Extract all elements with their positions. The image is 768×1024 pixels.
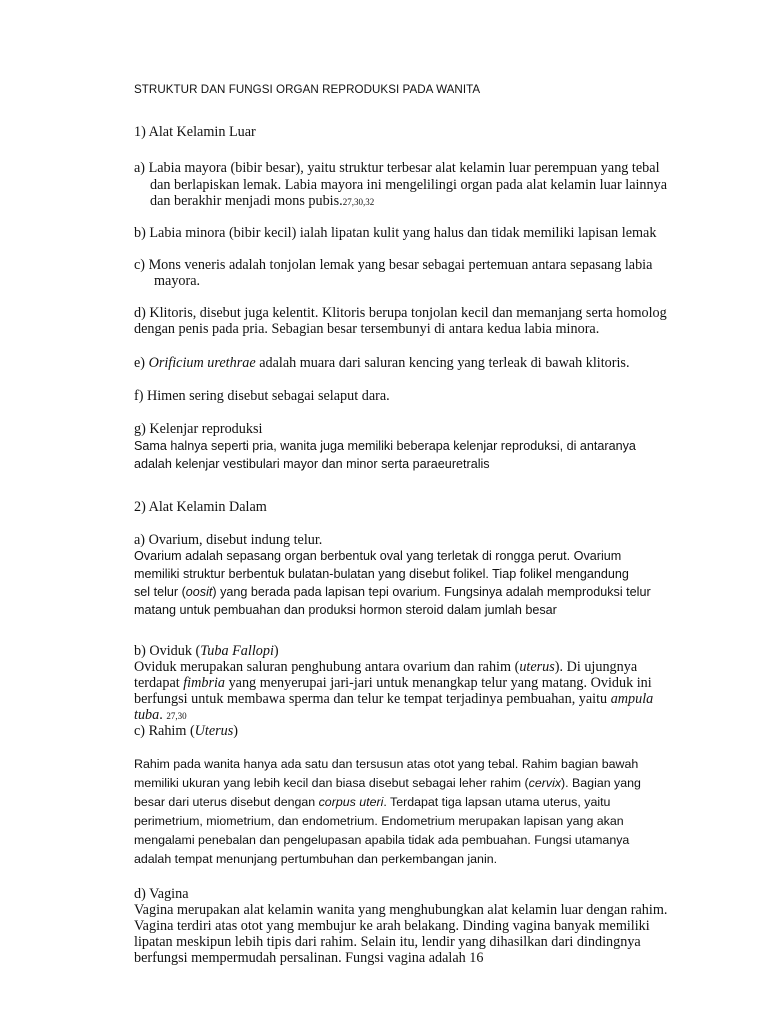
item-c-line-2: mayora. — [154, 273, 201, 289]
rahim-line-6: adalah tempat menunjang pertumbuhan dan perkembangan janin. — [134, 852, 498, 866]
item-a-line-1: a) Labia mayora (bibir besar), yaitu struktur terbesar alat kelamin luar perempuan yang tebal — [134, 160, 660, 176]
vagina-line-2: Vagina terdiri atas otot yang membujur ke arah belakang. Dinding vagina banyak memiliki — [134, 918, 650, 934]
item-a-line-2: dan berlapiskan lemak. Labia mayora ini mengelilingi organ pada alat kelamin luar lainnya — [150, 177, 668, 193]
oviduk-line-2: terdapat fimbria yang menyerupai jari-jari untuk menangkap telur yang matang. Oviduk ini — [134, 675, 652, 691]
oviduk-line-1: Oviduk merupakan saluran penghubung antara ovarium dan rahim (uterus). Di ujungnya — [134, 659, 638, 675]
item-c-line-1: c) Mons veneris adalah tonjolan lemak yang besar sebagai pertemuan antara sepasang labia — [134, 257, 653, 273]
rahim-line-5: mengalami penebalan dan pengelupasan apabila tidak ada pembuahan. Fungsi utamanya — [134, 833, 630, 847]
item-d-line-1: d) Klitoris, disebut juga kelentit. Klitoris berupa tonjolan kecil dan memanjang serta homolog — [134, 305, 667, 321]
rahim-line-1: Rahim pada wanita hanya ada satu dan tersusun atas otot yang tebal. Rahim bagian bawah — [134, 757, 639, 771]
item-g-line-1: Sama halnya seperti pria, wanita juga memiliki beberapa kelenjar reproduksi, di antaranya — [134, 439, 636, 453]
item-g-heading: g) Kelenjar reproduksi — [134, 421, 263, 437]
rahim-line-3: besar dari uterus disebut dengan corpus uteri. Terdapat tiga lapsan utama uterus, yaitu — [134, 795, 611, 809]
ovarium-line-3: sel telur (oosit) yang berada pada lapisan tepi ovarium. Fungsinya adalah memproduksi telur — [134, 585, 651, 599]
vagina-line-1: Vagina merupakan alat kelamin wanita yang menghubungkan alat kelamin luar dengan rahim. — [134, 902, 668, 918]
ovarium-heading: a) Ovarium, disebut indung telur. — [134, 532, 323, 548]
rahim-heading: c) Rahim (Uterus) — [134, 723, 239, 739]
vagina-line-3: lipatan meskipun lebih tipis dari rahim. Selain itu, lendir yang dihasilkan dari dindingnya — [134, 934, 641, 950]
vagina-heading: d) Vagina — [134, 886, 189, 902]
ovarium-line-4: matang untuk pembuahan dan produksi hormon steroid dalam jumlah besar — [134, 603, 557, 617]
item-d-line-2: dengan penis pada pria. Sebagian besar tersembunyi di antara kedua labia minora. — [134, 321, 600, 337]
oviduk-heading: b) Oviduk (Tuba Fallopi) — [134, 643, 279, 659]
vagina-line-4: berfungsi mempermudah persalinan. Fungsi vagina adalah 16 — [134, 950, 484, 966]
section-heading-external: 1) Alat Kelamin Luar — [134, 124, 256, 140]
ovarium-line-2: memiliki struktur berbentuk bulatan-bulatan yang disebut folikel. Tiap folikel mengandung — [134, 567, 629, 581]
citation-ref: 27,30,32 — [342, 197, 375, 207]
page-title: STRUKTUR DAN FUNGSI ORGAN REPRODUKSI PADA WANITA — [134, 83, 481, 96]
item-g-line-2: adalah kelenjar vestibulari mayor dan minor serta paraeuretralis — [134, 457, 490, 471]
item-a-line-3: dan berakhir menjadi mons pubis.27,30,32 — [150, 193, 375, 209]
rahim-line-2: memiliki ukuran yang lebih kecil dan biasa disebut sebagai leher rahim (cervix). Bagian yang — [134, 776, 641, 790]
section-heading-internal: 2) Alat Kelamin Dalam — [134, 499, 267, 515]
item-e: e) Orificium urethrae adalah muara dari saluran kencing yang terleak di bawah klitoris. — [134, 355, 630, 371]
item-b: b) Labia minora (bibir kecil) ialah lipatan kulit yang halus dan tidak memiliki lapisan lemak — [134, 225, 657, 241]
oviduk-line-4: tuba. 27,30 — [134, 707, 187, 723]
oviduk-line-3: berfungsi untuk membawa sperma dan telur ke tempat terjadinya pembuahan, yaitu ampula — [134, 691, 654, 707]
item-f: f) Himen sering disebut sebagai selaput dara. — [134, 388, 390, 404]
ovarium-line-1: Ovarium adalah sepasang organ berbentuk oval yang terletak di rongga perut. Ovarium — [134, 549, 622, 563]
citation-ref: 27,30 — [166, 711, 187, 721]
rahim-line-4: perimetrium, miometrium, dan endometrium. Endometrium merupakan lapisan yang akan — [134, 814, 624, 828]
